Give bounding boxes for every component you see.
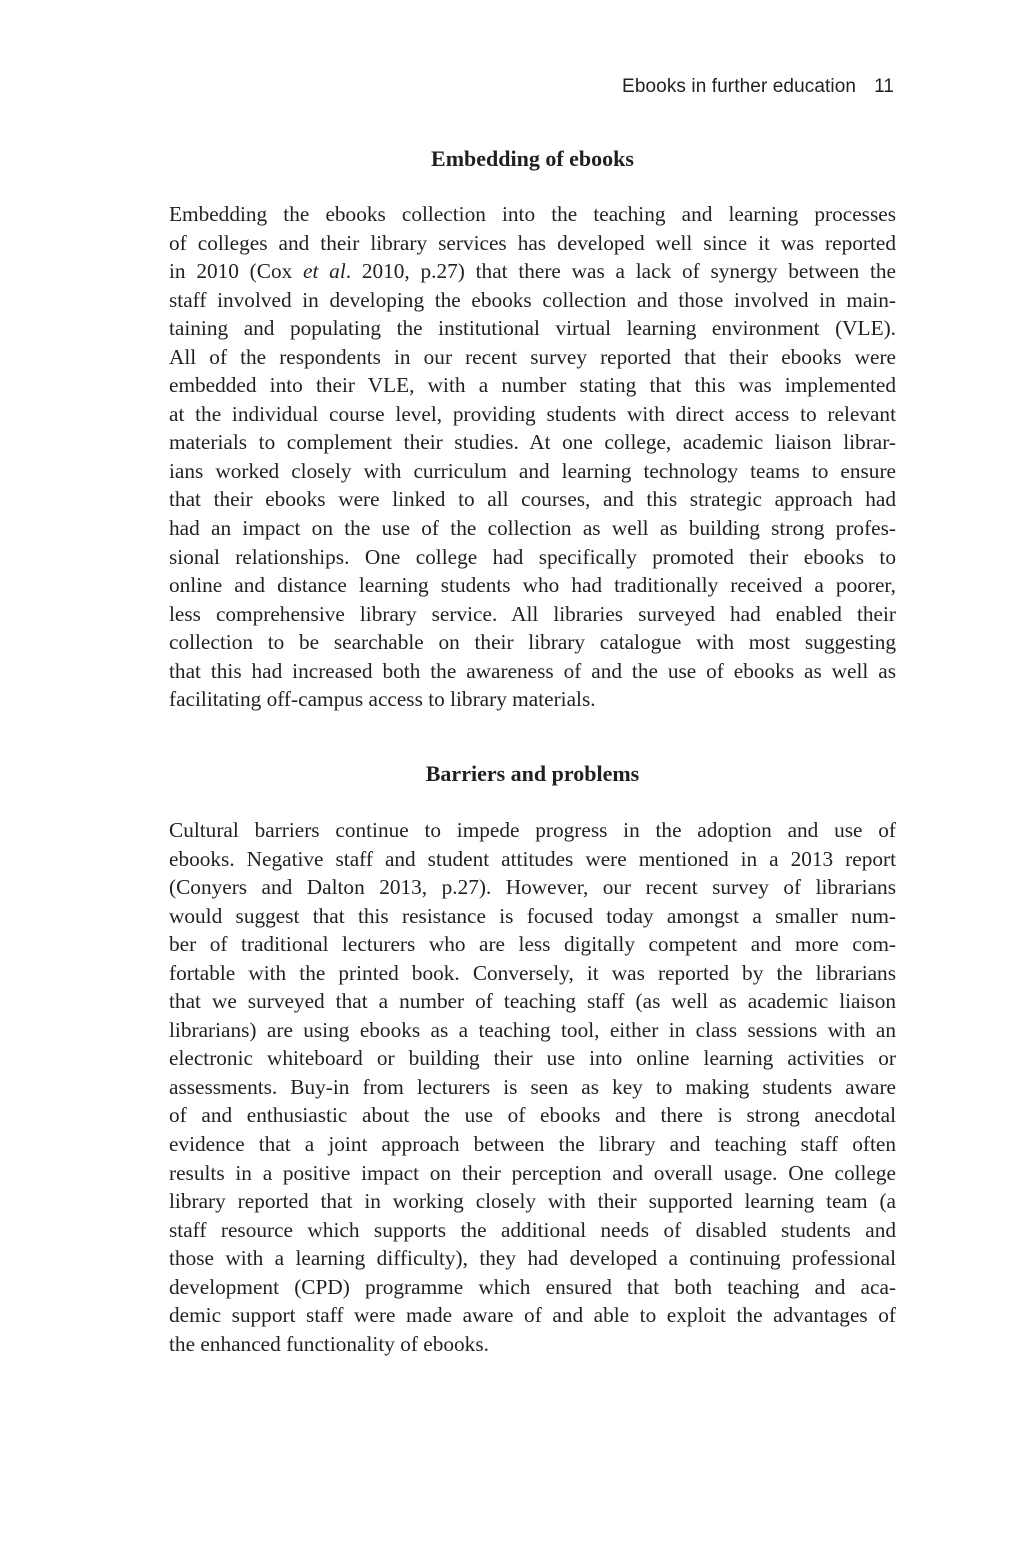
section-heading-barriers: Barriers and problems xyxy=(425,761,640,786)
running-header-title: Ebooks in further education xyxy=(622,76,857,97)
text-line: materials to complement their studies. At one college, academic liaison librar- xyxy=(169,430,896,455)
text-line: results in a positive impact on their perception and overall usage. One college xyxy=(169,1160,896,1185)
running-header xyxy=(622,76,894,98)
text-line: ebooks. Negative staff and student attitudes were mentioned in a 2013 report xyxy=(169,846,896,871)
text-line: All of the respondents in our recent survey reported that their ebooks were xyxy=(169,344,896,369)
text-line: development (CPD) programme which ensured that both teaching and aca- xyxy=(169,1274,896,1299)
text-line: librarians) are using ebooks as a teaching tool, either in class sessions with an xyxy=(169,1017,896,1042)
paragraph-barriers xyxy=(169,816,896,1358)
text-line: that we surveyed that a number of teaching staff (as well as academic liaison xyxy=(169,989,896,1014)
text-line: embedded into their VLE, with a number stating that this was implemented xyxy=(169,373,896,398)
text-line: taining and populating the institutional virtual learning environment (VLE). xyxy=(169,316,896,341)
text-line: collection to be searchable on their library catalogue with most suggesting xyxy=(169,630,896,655)
text-line: ber of traditional lecturers who are less digitally competent and more com- xyxy=(169,932,896,957)
text-line: library reported that in working closely with their supported learning team (a xyxy=(169,1189,896,1214)
section-heading-embedding: Embedding of ebooks xyxy=(431,146,634,171)
text-line: staff involved in developing the ebooks collection and those involved in main- xyxy=(169,287,896,312)
text-line: ians worked closely with curriculum and learning technology teams to ensure xyxy=(169,458,896,483)
text-line: facilitating off-campus access to library materials. xyxy=(169,687,596,712)
text-line: the enhanced functionality of ebooks. xyxy=(169,1331,489,1356)
text-line: staff resource which supports the additional needs of disabled students and xyxy=(169,1217,896,1242)
text-line: electronic whiteboard or building their use into online learning activities or xyxy=(169,1046,896,1071)
text-line: in 2010 (Cox et al. 2010, p.27) that there was a lack of synergy between the xyxy=(169,259,897,284)
text-line: fortable with the printed book. Conversely, it was reported by the librarians xyxy=(169,960,896,985)
text-line: of and enthusiastic about the use of ebooks and there is strong anecdotal xyxy=(169,1103,896,1128)
text-line: Embedding the ebooks collection into the teaching and learning processes xyxy=(169,202,896,226)
text-line: Cultural barriers continue to impede progress in the adoption and use of xyxy=(169,818,896,842)
text-line: had an impact on the use of the collection as well as building strong profes- xyxy=(169,516,896,541)
text-line: less comprehensive library service. All libraries surveyed had enabled their xyxy=(169,601,896,626)
text-line: sional relationships. One college had specifically promoted their ebooks to xyxy=(169,544,896,569)
paragraph-embedding xyxy=(169,200,896,714)
text-line: demic support staff were made aware of and able to exploit the advantages of xyxy=(169,1303,896,1328)
text-line: assessments. Buy-in from lecturers is seen as key to making students aware xyxy=(169,1074,896,1099)
text-line: that this had increased both the awareness of and the use of ebooks as well as xyxy=(169,658,896,683)
text-line: at the individual course level, providing students with direct access to relevant xyxy=(169,401,896,426)
text-line: would suggest that this resistance is focused today amongst a smaller num- xyxy=(169,903,896,928)
page-number: 11 xyxy=(874,76,894,97)
text-line: of colleges and their library services has developed well since it was reported xyxy=(169,230,896,255)
text-line: (Conyers and Dalton 2013, p.27). However, our recent survey of librarians xyxy=(169,875,896,900)
text-line: online and distance learning students who had traditionally received a poorer, xyxy=(169,573,896,598)
text-line: evidence that a joint approach between the library and teaching staff often xyxy=(169,1132,896,1157)
text-line: those with a learning difficulty), they had developed a continuing professional xyxy=(169,1246,896,1271)
text-line: that their ebooks were linked to all courses, and this strategic approach had xyxy=(169,487,896,512)
